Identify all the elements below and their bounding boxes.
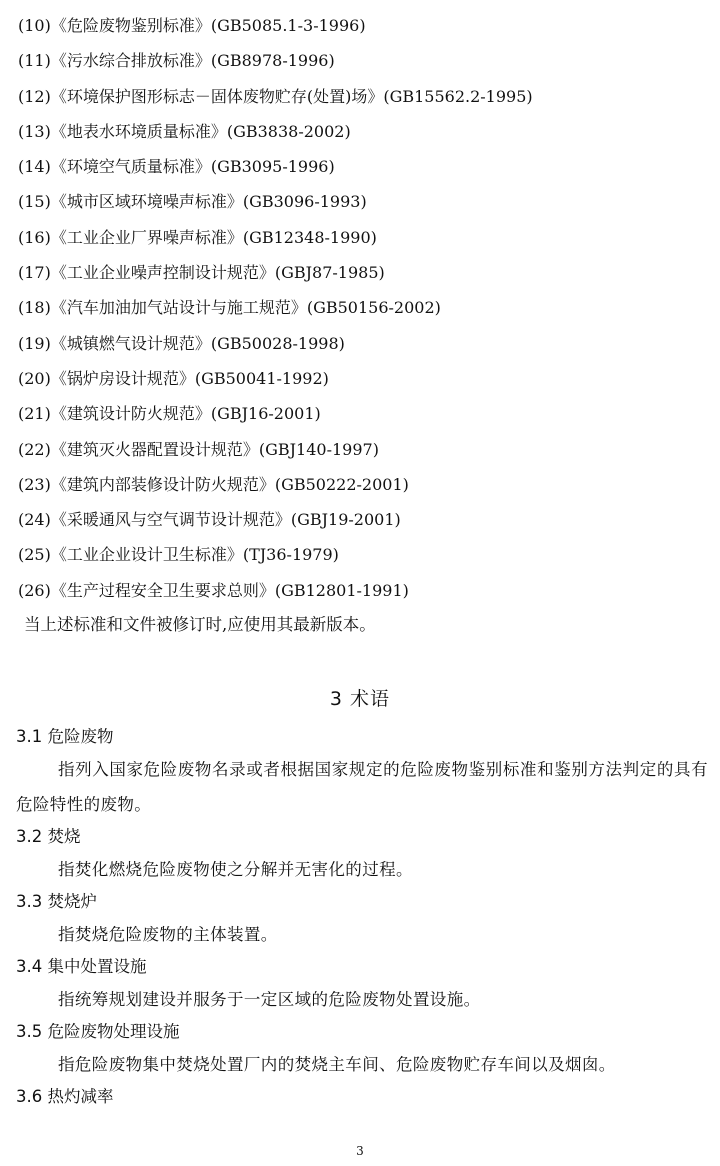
reference-item: (21)《建筑设计防火规范》(GBJ16-2001) [18, 404, 321, 424]
reference-item: (13)《地表水环境质量标准》(GB3838-2002) [18, 121, 351, 141]
term-entry [16, 1017, 708, 1082]
term-entry [16, 887, 708, 952]
reference-item: (15)《城市区域环境噪声标准》(GB3096-1993) [18, 192, 367, 212]
reference-item: (16)《工业企业厂界噪声标准》(GB12348-1990) [18, 227, 377, 247]
reference-item: (26)《生产过程安全卫生要求总则》(GB12801-1991) [18, 580, 409, 600]
term-title: 3.3 焚烧炉 [16, 892, 97, 911]
term-entry [16, 1082, 708, 1112]
term-title: 3.6 热灼减率 [16, 1087, 114, 1106]
term-definition: 指统筹规划建设并服务于一定区域的危险废物处置设施。 [58, 990, 481, 1009]
term-entry [16, 952, 708, 1017]
reference-item: (24)《采暖通风与空气调节设计规范》(GBJ19-2001) [18, 510, 401, 530]
term-title: 3.1 危险废物 [16, 727, 114, 746]
section-heading: 3 术语 [329, 688, 391, 710]
term-definition: 指焚烧危险废物的主体装置。 [58, 925, 278, 944]
reference-item: (23)《建筑内部装修设计防火规范》(GB50222-2001) [18, 474, 409, 494]
revision-note: 当上述标准和文件被修订时,应使用其最新版本。 [24, 615, 376, 634]
reference-item: (10)《危险废物鉴别标准》(GB5085.1-3-1996) [18, 16, 366, 35]
term-title: 3.4 集中处置设施 [16, 957, 147, 976]
reference-item: (25)《工业企业设计卫生标准》(TJ36-1979) [18, 545, 339, 565]
reference-item: (22)《建筑灭火器配置设计规范》(GBJ140-1997) [18, 439, 379, 459]
reference-item: (17)《工业企业噪声控制设计规范》(GBJ87-1985) [18, 263, 385, 283]
page-number: 3 [356, 1144, 364, 1158]
term-entry [16, 722, 708, 822]
term-title: 3.2 焚烧 [16, 827, 81, 846]
reference-item: (14)《环境空气质量标准》(GB3095-1996) [18, 157, 335, 177]
reference-item: (11)《污水综合排放标准》(GB8978-1996) [18, 51, 335, 71]
term-entry [16, 822, 708, 887]
term-definition: 指列入国家危险废物名录或者根据国家规定的危险废物鉴别标准和鉴别方法判定的具有危险特性的废物。 [16, 760, 708, 814]
reference-item: (12)《环境保护图形标志－固体废物贮存(处置)场》(GB15562.2-1995) [18, 86, 533, 106]
reference-item: (19)《城镇燃气设计规范》(GB50028-1998) [18, 333, 345, 353]
term-definition: 指焚化燃烧危险废物使之分解并无害化的过程。 [58, 860, 413, 879]
reference-item: (18)《汽车加油加气站设计与施工规范》(GB50156-2002) [18, 298, 441, 318]
term-title: 3.5 危险废物处理设施 [16, 1022, 180, 1041]
reference-list [18, 8, 708, 608]
term-definition: 指危险废物集中焚烧处置厂内的焚烧主车间、危险废物贮存车间以及烟囱。 [58, 1055, 616, 1074]
reference-item: (20)《锅炉房设计规范》(GB50041-1992) [18, 368, 329, 388]
terms-section [16, 722, 708, 1112]
